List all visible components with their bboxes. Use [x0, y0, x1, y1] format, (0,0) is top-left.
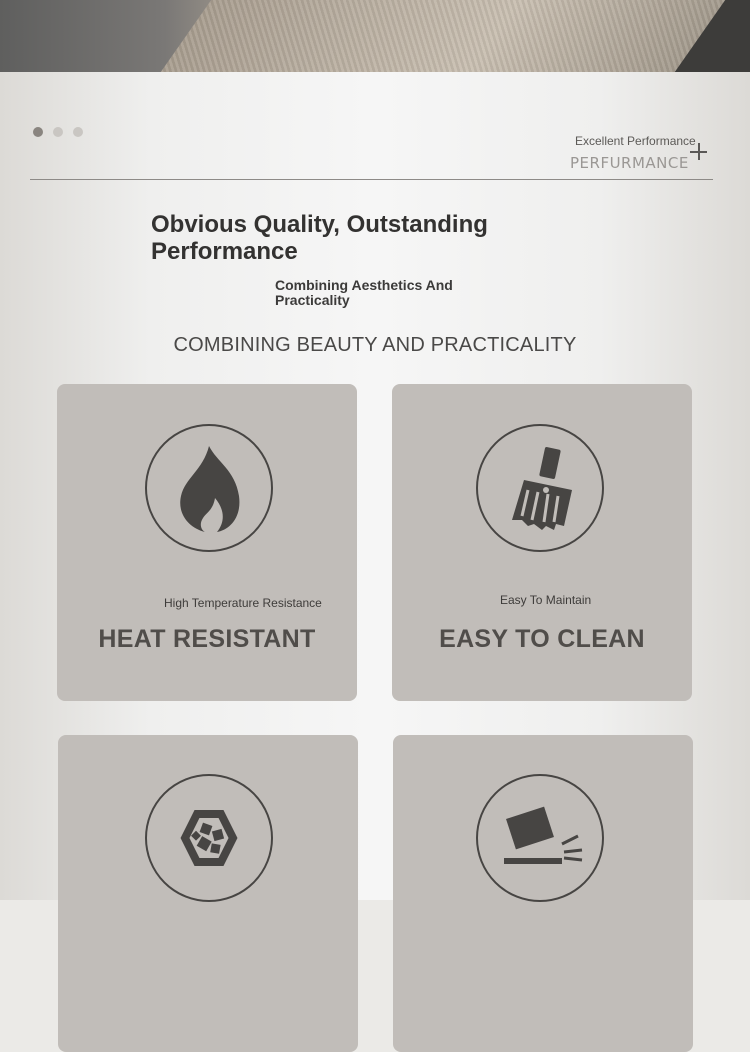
carousel-dot[interactable] — [73, 127, 83, 137]
excellent-performance-label: Excellent Performance — [575, 134, 696, 148]
block-impact-icon — [476, 774, 604, 902]
feature-subtitle: High Temperature Resistance — [164, 596, 322, 610]
hexagon-stones-icon — [145, 774, 273, 902]
carousel-dot[interactable] — [53, 127, 63, 137]
fabric-texture — [161, 0, 750, 72]
flame-icon — [145, 424, 273, 552]
plus-icon[interactable] — [690, 143, 708, 161]
divider — [30, 179, 713, 180]
subheading: Combining Aesthetics And Practicality — [275, 277, 453, 308]
brush-icon — [476, 424, 604, 552]
feature-card-hardness — [58, 735, 358, 1052]
top-banner-image — [0, 0, 750, 72]
feature-title: EASY TO CLEAN — [439, 625, 645, 653]
performance-word: PERFURMANCE — [570, 154, 689, 172]
feature-card-heat — [57, 384, 357, 701]
carousel-dots — [33, 127, 83, 137]
page-title: Obvious Quality, Outstanding Performance — [151, 211, 488, 265]
section-title: COMBINING BEAUTY AND PRACTICALITY — [173, 334, 577, 356]
feature-subtitle: Easy To Maintain — [500, 593, 592, 607]
feature-title: HEAT RESISTANT — [98, 625, 316, 653]
feature-card-clean — [392, 384, 692, 701]
carousel-dot[interactable] — [33, 127, 43, 137]
feature-card-impact — [393, 735, 693, 1052]
